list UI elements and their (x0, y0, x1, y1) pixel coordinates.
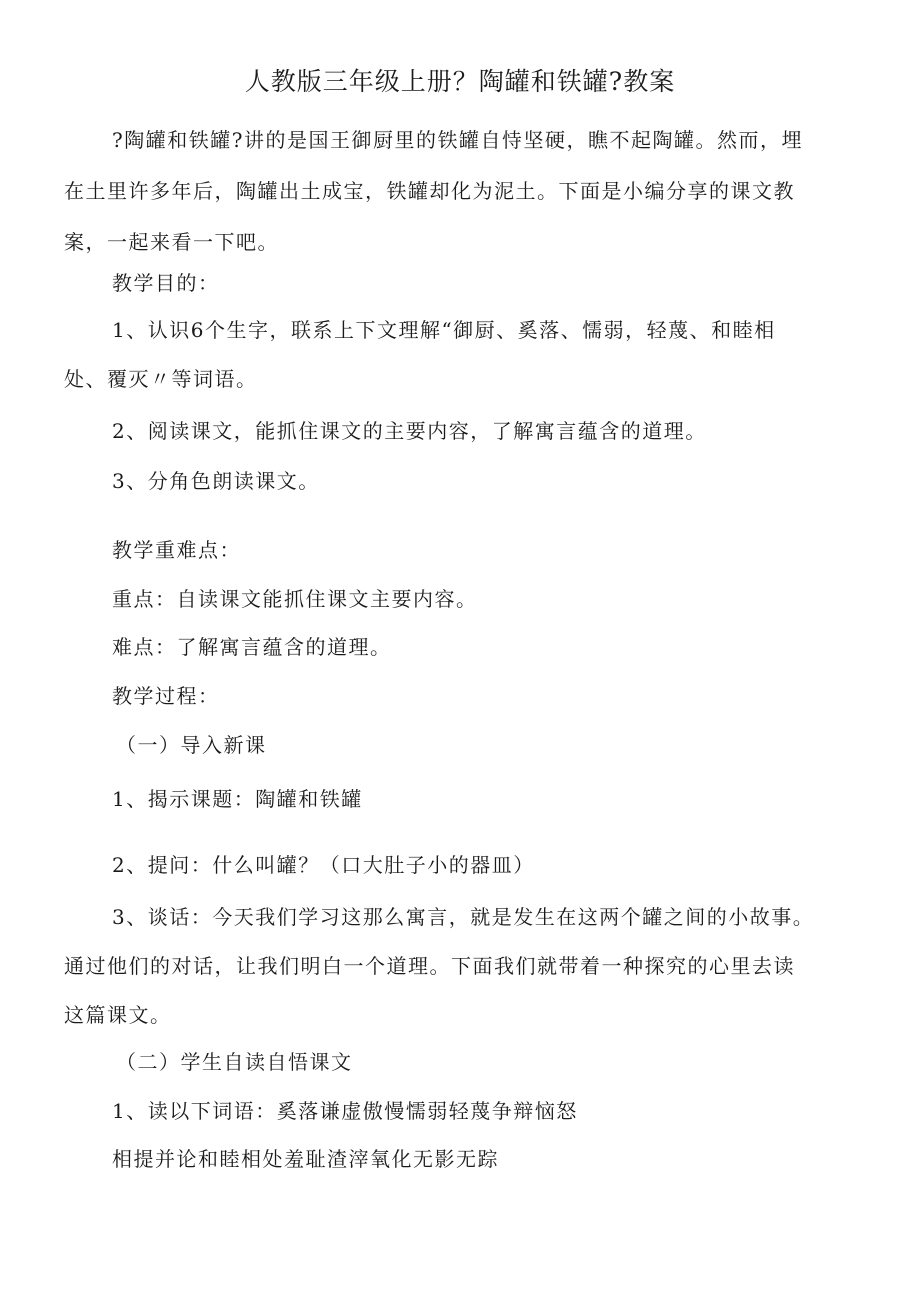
vocab-line-1: 1、读以下词语：奚落谦虚傲慢懦弱轻蔑争辩恼怒 (112, 1099, 578, 1123)
goal-3: 3、分角色朗读课文。 (112, 469, 320, 493)
intro-line-1: ?陶罐和铁罐?讲的是国王御厨里的铁罐自恃坚硬，瞧不起陶罐。然而，埋 (112, 128, 803, 152)
goal-1-line-2: 处、覆灭〃等词语。 (64, 367, 258, 391)
goal-1-paragraph (64, 306, 864, 404)
intro-paragraph (64, 115, 864, 268)
step-3-line-2: 通过他们的对话，让我们明白一个道理。下面我们就带着一种探究的心里去读 (64, 954, 795, 978)
goal-2: 2、阅读课文，能抓住课文的主要内容，了解寓言蕴含的道理。 (112, 419, 707, 443)
vocab-line-2: 相提并论和睦相处羞耻渣滓氧化无影无踪 (112, 1147, 499, 1171)
process-heading: 教学过程： (112, 684, 220, 708)
intro-line-3: 案，一起来看一下吧。 (64, 230, 279, 254)
step-1: 1、揭示课题：陶罐和铁罐 (112, 787, 363, 811)
goal-1-line-1: 1、认识6个生字，联系上下文理解“御厨、奚落、懦弱，轻蔑、和睦相 (112, 318, 776, 342)
key-point: 重点：自读课文能抓住课文主要内容。 (112, 587, 478, 611)
key-points-heading: 教学重难点： (112, 538, 241, 562)
step-2: 2、提问：什么叫罐？（口大肚子小的器皿） (112, 853, 535, 877)
goals-heading: 教学目的： (112, 271, 220, 295)
document-title: 人教版三年级上册？陶罐和铁罐?教案 (244, 67, 676, 96)
step-3-line-3: 这篇课文。 (64, 1003, 172, 1027)
step-3-line-1: 3、谈话：今天我们学习这那么寓言，就是发生在这两个罐之间的小故事。 (112, 905, 815, 929)
difficult-point: 难点：了解寓言蕴含的道理。 (112, 635, 392, 659)
intro-line-2: 在土里许多年后，陶罐出土成宝，铁罐却化为泥土。下面是小编分享的课文教 (64, 179, 795, 203)
section-2-heading: （二）学生自读自悟课文 (116, 1050, 353, 1074)
step-3-paragraph (64, 893, 864, 1040)
section-1-heading: （一）导入新课 (116, 733, 267, 757)
